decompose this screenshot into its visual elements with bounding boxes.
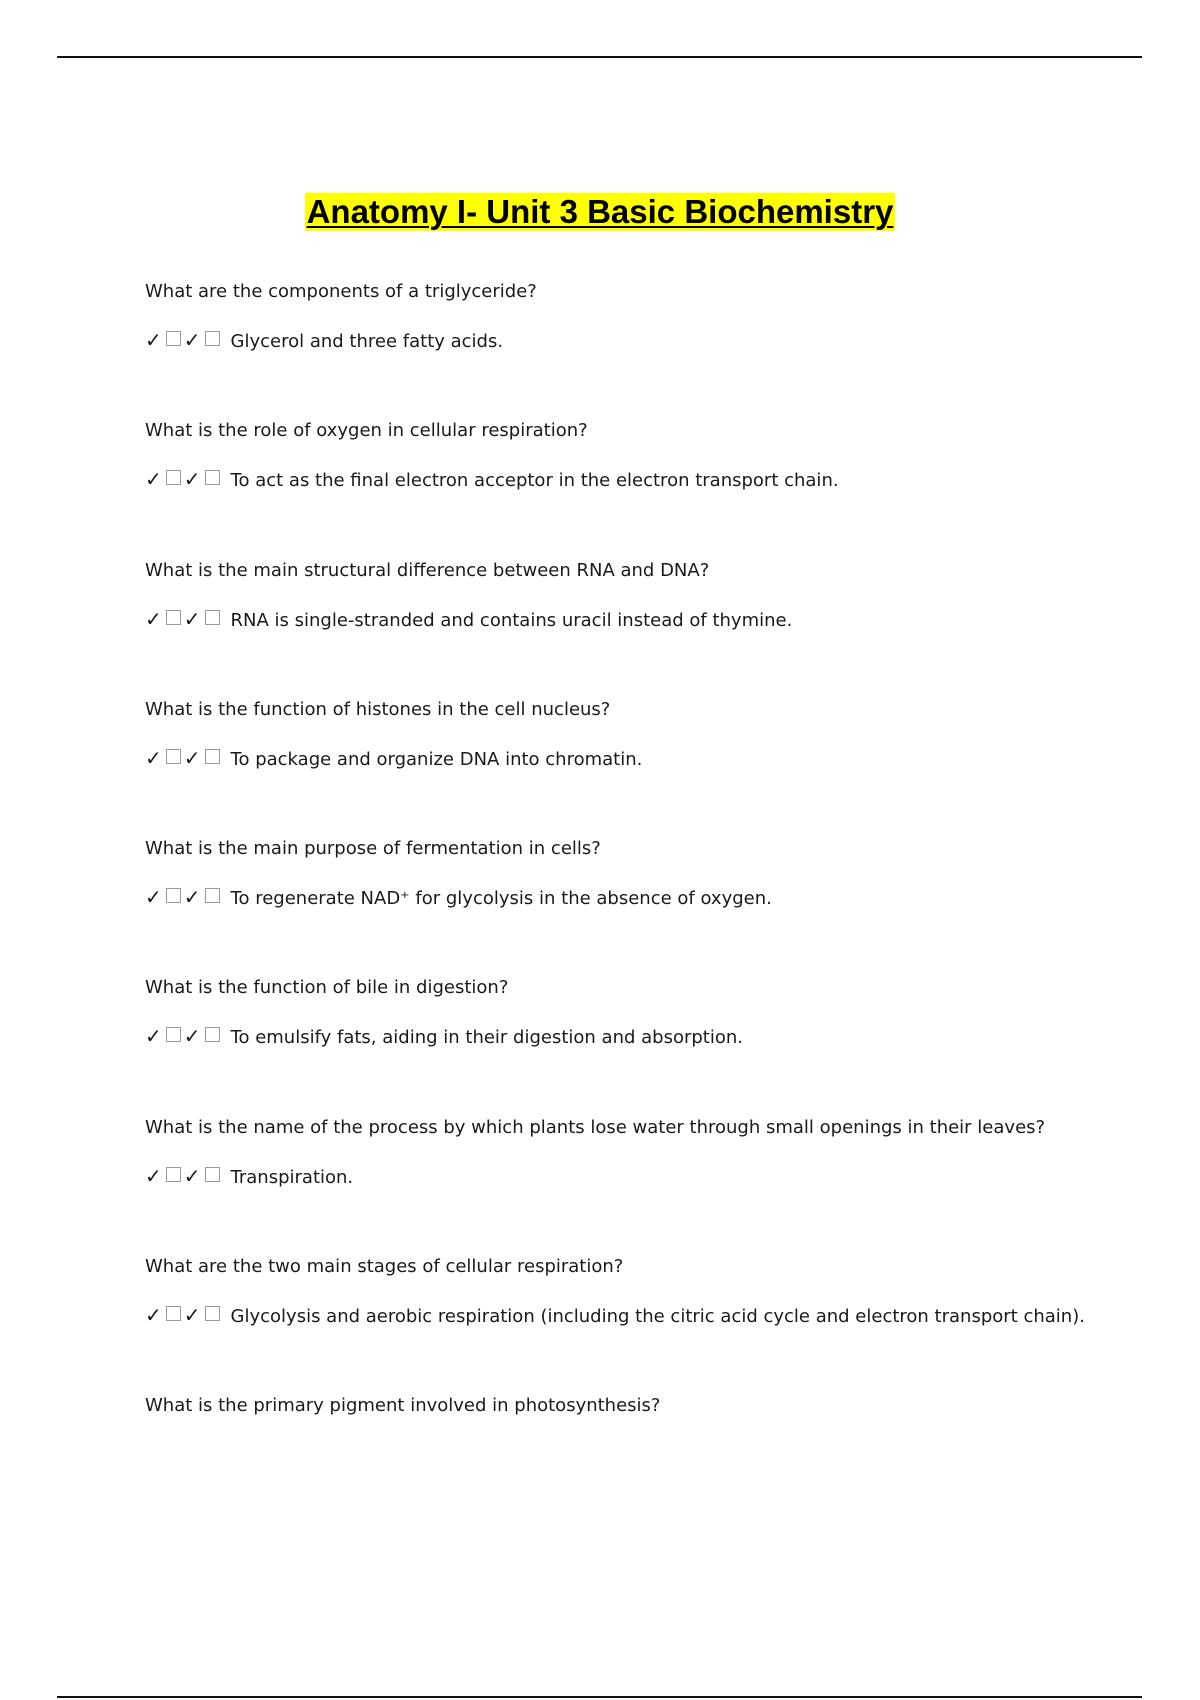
qa-item	[145, 278, 1145, 417]
check-icon: ✓	[145, 1163, 163, 1188]
title-container	[0, 193, 1200, 231]
check-icon: ✓	[145, 885, 163, 910]
question: What is the main structural difference between RNA and DNA?	[145, 559, 710, 581]
check-icon: ✓	[183, 467, 202, 492]
qa-item	[145, 1114, 1145, 1253]
qa-item	[145, 1392, 1145, 1531]
check-icon: ✓	[183, 606, 202, 631]
check-icon: ✓	[145, 1024, 163, 1049]
answer-marks	[145, 1162, 223, 1190]
answer-row	[145, 1022, 1145, 1050]
box-icon	[166, 331, 181, 346]
bottom-rule	[57, 1696, 1142, 1698]
answer-text: Glycolysis and aerobic respiration (including the citric acid cycle and electron transport chain).	[230, 1306, 1085, 1328]
document-title: Anatomy I- Unit 3 Basic Biochemistry	[306, 193, 894, 230]
qa-item	[145, 1253, 1145, 1392]
qa-item	[145, 696, 1145, 835]
question: What is the function of bile in digestion?	[145, 977, 509, 999]
answer-text: Glycerol and three fatty acids.	[230, 331, 504, 352]
box-icon	[166, 610, 181, 625]
answer-text: RNA is single-stranded and contains uracil instead of thymine.	[230, 609, 793, 631]
answer-marks	[145, 883, 223, 911]
answer-row	[145, 883, 1145, 911]
check-icon: ✓	[145, 1303, 163, 1328]
check-icon: ✓	[145, 328, 163, 352]
answer-row	[145, 326, 1145, 354]
answer-row	[145, 605, 1145, 633]
answer-text: To act as the final electron acceptor in the electron transport chain.	[230, 470, 839, 492]
box-icon	[166, 749, 181, 764]
answer-row	[145, 1162, 1145, 1190]
question: What is the role of oxygen in cellular respiration?	[145, 420, 588, 442]
top-rule	[57, 56, 1142, 58]
check-icon: ✓	[183, 328, 202, 352]
box-icon	[205, 470, 220, 485]
answer-text: To regenerate NAD⁺ for glycolysis in the absence of oxygen.	[230, 888, 772, 910]
check-icon: ✓	[145, 745, 163, 770]
box-icon	[166, 1167, 181, 1182]
question: What are the components of a triglyceride?	[145, 281, 537, 302]
answer-marks	[145, 1022, 223, 1050]
box-icon	[205, 888, 220, 903]
question: What are the two main stages of cellular respiration?	[145, 1256, 624, 1278]
answer-text: To emulsify fats, aiding in their digestion and absorption.	[230, 1027, 744, 1049]
box-icon	[205, 1167, 220, 1182]
check-icon: ✓	[145, 606, 163, 631]
answer-marks	[145, 326, 223, 354]
question: What is the main purpose of fermentation in cells?	[145, 838, 601, 860]
qa-item	[145, 557, 1145, 696]
answer-marks	[145, 744, 223, 772]
answer-text: Transpiration.	[230, 1166, 354, 1188]
box-icon	[205, 331, 220, 346]
check-icon: ✓	[183, 745, 202, 770]
box-icon	[166, 1027, 181, 1042]
box-icon	[205, 1306, 220, 1321]
answer-marks	[145, 465, 223, 493]
box-icon	[166, 470, 181, 485]
check-icon: ✓	[145, 467, 163, 492]
check-icon: ✓	[183, 1303, 202, 1328]
answer-row	[145, 1301, 1145, 1329]
box-icon	[166, 888, 181, 903]
answer-row	[145, 744, 1145, 772]
box-icon	[205, 749, 220, 764]
check-icon: ✓	[183, 885, 202, 910]
answer-row	[145, 465, 1145, 493]
question: What is the primary pigment involved in photosynthesis?	[145, 1395, 661, 1417]
question: What is the name of the process by which plants lose water through small openings in their leaves?	[145, 1116, 1046, 1138]
qa-list	[145, 278, 1145, 1532]
question: What is the function of histones in the cell nucleus?	[145, 698, 611, 720]
qa-item	[145, 835, 1145, 974]
answer-marks	[145, 605, 223, 633]
check-icon: ✓	[183, 1024, 202, 1049]
qa-item	[145, 974, 1145, 1113]
box-icon	[166, 1306, 181, 1321]
box-icon	[205, 610, 220, 625]
qa-item	[145, 417, 1145, 556]
answer-marks	[145, 1301, 223, 1329]
box-icon	[205, 1027, 220, 1042]
check-icon: ✓	[183, 1163, 202, 1188]
answer-text: To package and organize DNA into chromatin.	[230, 748, 643, 770]
